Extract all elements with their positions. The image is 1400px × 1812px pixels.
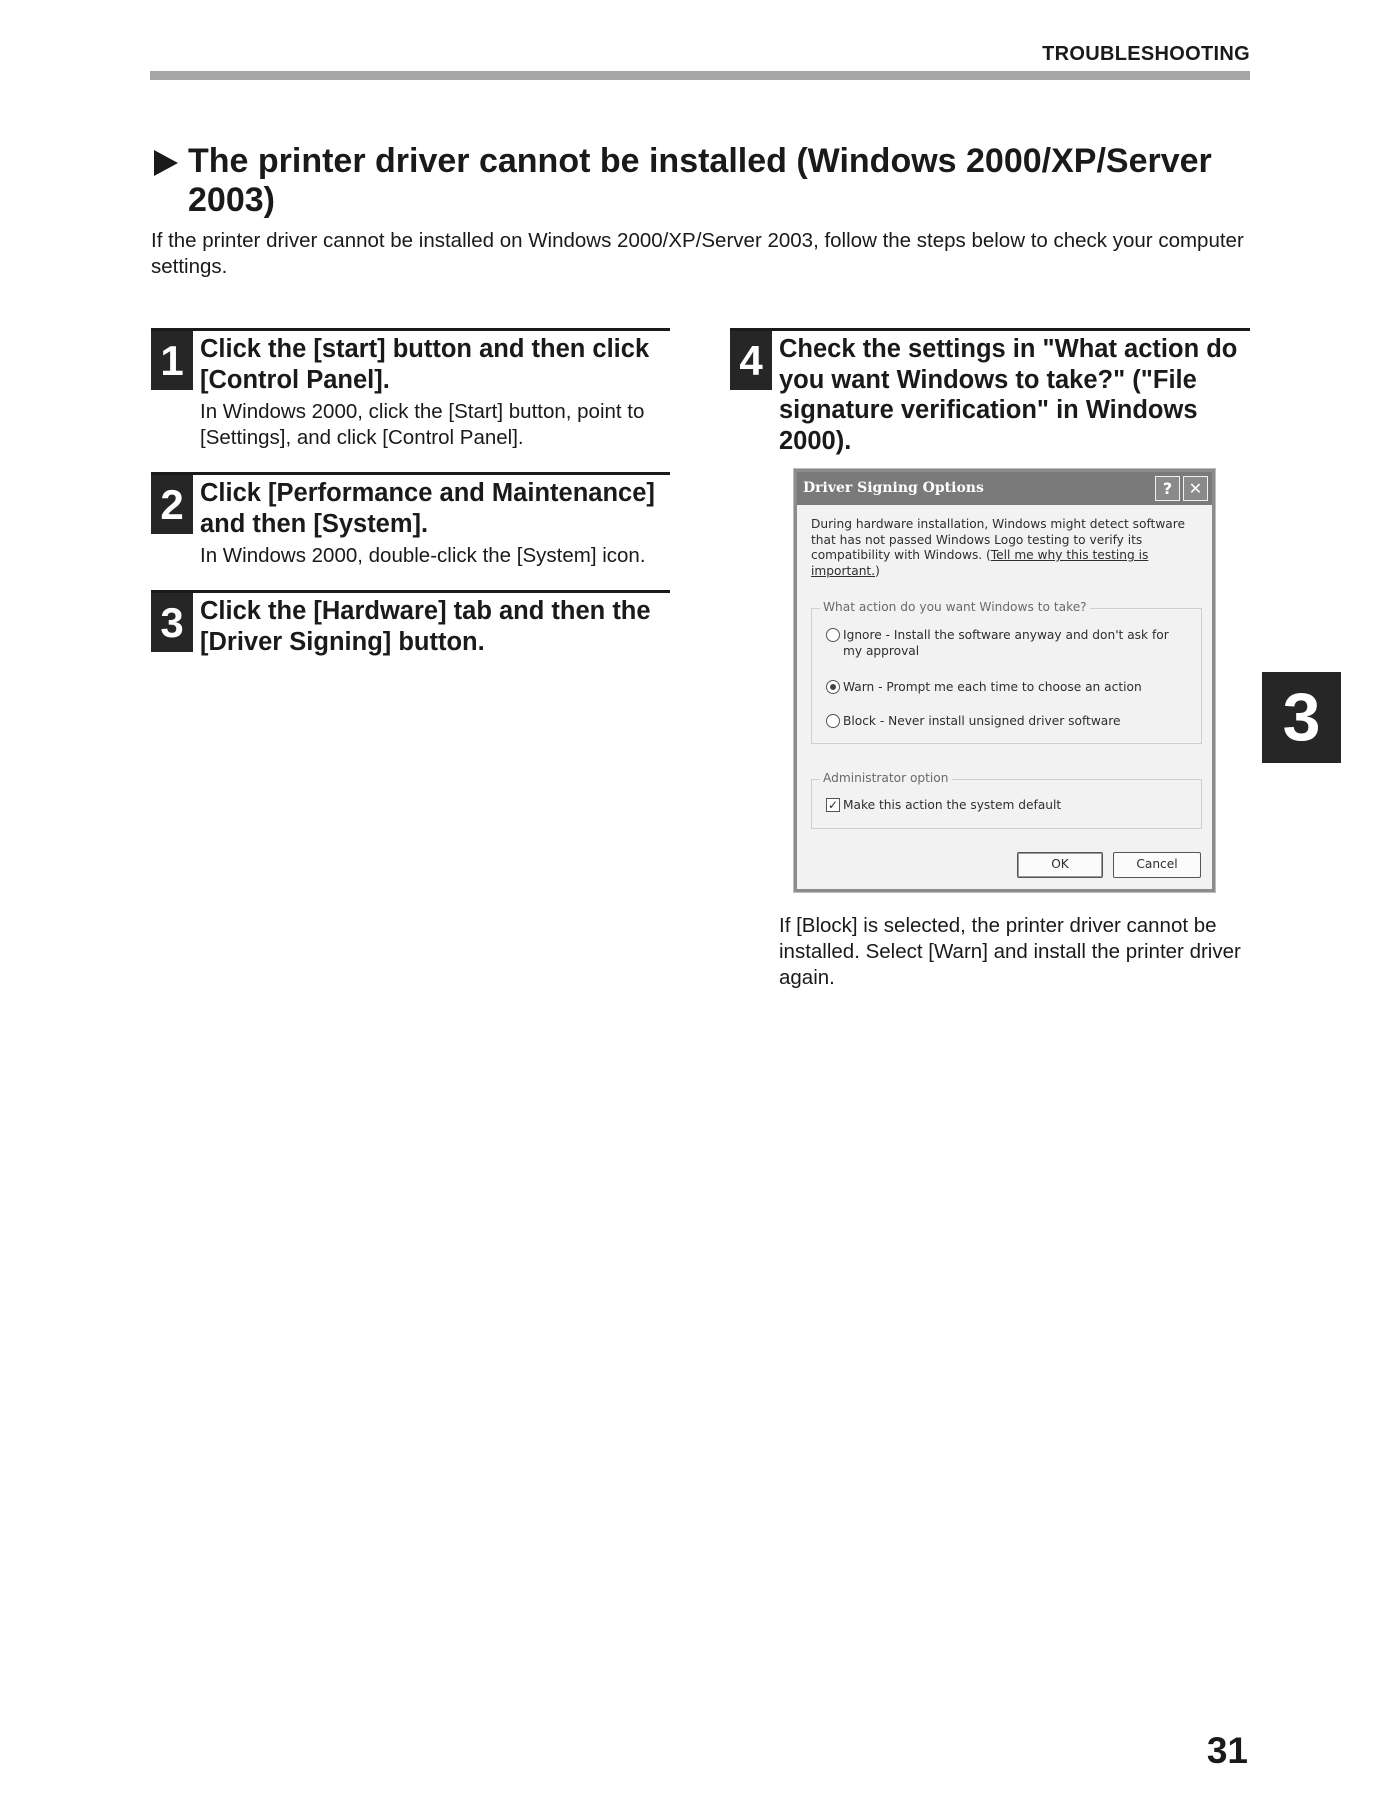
checkbox-system-default[interactable]: ✓	[827, 798, 839, 812]
admin-group	[811, 771, 1202, 829]
step-title: Click the [Hardware] tab and then the [Driver Signing] button.	[200, 597, 651, 656]
step-number-badge: 4	[730, 331, 772, 390]
dialog-intro	[811, 517, 1206, 579]
close-icon[interactable]: ✕	[1183, 476, 1208, 501]
step-title: Click the [start] button and then click [Control Panel].	[200, 335, 650, 394]
step-number-badge: 1	[151, 331, 193, 390]
testing-info-link[interactable]: Tell me why this testing is important.	[811, 548, 1149, 578]
intro-paragraph: If the printer driver cannot be installed on Windows 2000/XP/Server 2003, follow the steps below to check your computer settings.	[151, 229, 1244, 278]
option-warn[interactable]	[826, 680, 1186, 696]
admin-group-legend: Administrator option	[820, 771, 952, 785]
step-title: Click [Performance and Maintenance] and then [System].	[200, 479, 655, 538]
dialog-titlebar	[797, 472, 1212, 505]
step-1	[151, 328, 670, 451]
step-description: In Windows 2000, double-click the [System] icon.	[200, 544, 646, 567]
dialog-intro-end: )	[875, 563, 880, 578]
system-default-option[interactable]	[826, 798, 1186, 814]
action-group-legend: What action do you want Windows to take?	[820, 600, 1090, 614]
radio-warn[interactable]	[826, 680, 840, 694]
dialog-title: Driver Signing Options	[803, 480, 984, 496]
section-title	[152, 142, 1262, 220]
action-group	[811, 600, 1202, 744]
header-rule	[150, 71, 1250, 80]
option-ignore[interactable]	[826, 628, 1186, 659]
step-number-badge: 2	[151, 475, 193, 534]
step-3	[151, 590, 670, 657]
help-icon[interactable]: ?	[1155, 476, 1180, 501]
dialog-caption: If [Block] is selected, the printer driver cannot be installed. Select [Warn] and install the printer driver again.	[779, 914, 1241, 989]
dialog-intro-text: During hardware installation, Windows might detect software that has not passed Windows Logo testing to verify its compatibility with Windows. (	[811, 517, 1186, 562]
option-warn-label: Warn - Prompt me each time to choose an action	[843, 680, 1142, 694]
step-title: Check the settings in "What action do you want Windows to take?" ("File signature verification" in Windows 2000).	[779, 335, 1238, 455]
header-section-label: TROUBLESHOOTING	[1042, 43, 1250, 65]
option-block-label: Block - Never install unsigned driver software	[843, 714, 1121, 728]
radio-block[interactable]	[826, 714, 840, 728]
step-2	[151, 472, 670, 569]
option-ignore-label: Ignore - Install the software anyway and don't ask for my approval	[843, 628, 1169, 658]
driver-signing-dialog	[794, 469, 1215, 892]
chapter-tab: 3	[1262, 672, 1341, 763]
step-description: In Windows 2000, click the [Start] button, point to [Settings], and click [Control Panel].	[200, 400, 645, 449]
cancel-button[interactable]: Cancel	[1113, 852, 1201, 878]
option-block[interactable]	[826, 714, 1186, 730]
checkbox-label: Make this action the system default	[843, 798, 1062, 812]
radio-ignore[interactable]	[826, 628, 840, 642]
step-4	[730, 328, 1250, 456]
play-arrow-icon	[154, 150, 178, 176]
section-title-text: The printer driver cannot be installed (Windows 2000/XP/Server 2003)	[188, 142, 1212, 219]
ok-button[interactable]: OK	[1017, 852, 1103, 878]
page-number: 31	[1206, 1730, 1248, 1771]
step-number-badge: 3	[151, 593, 193, 652]
